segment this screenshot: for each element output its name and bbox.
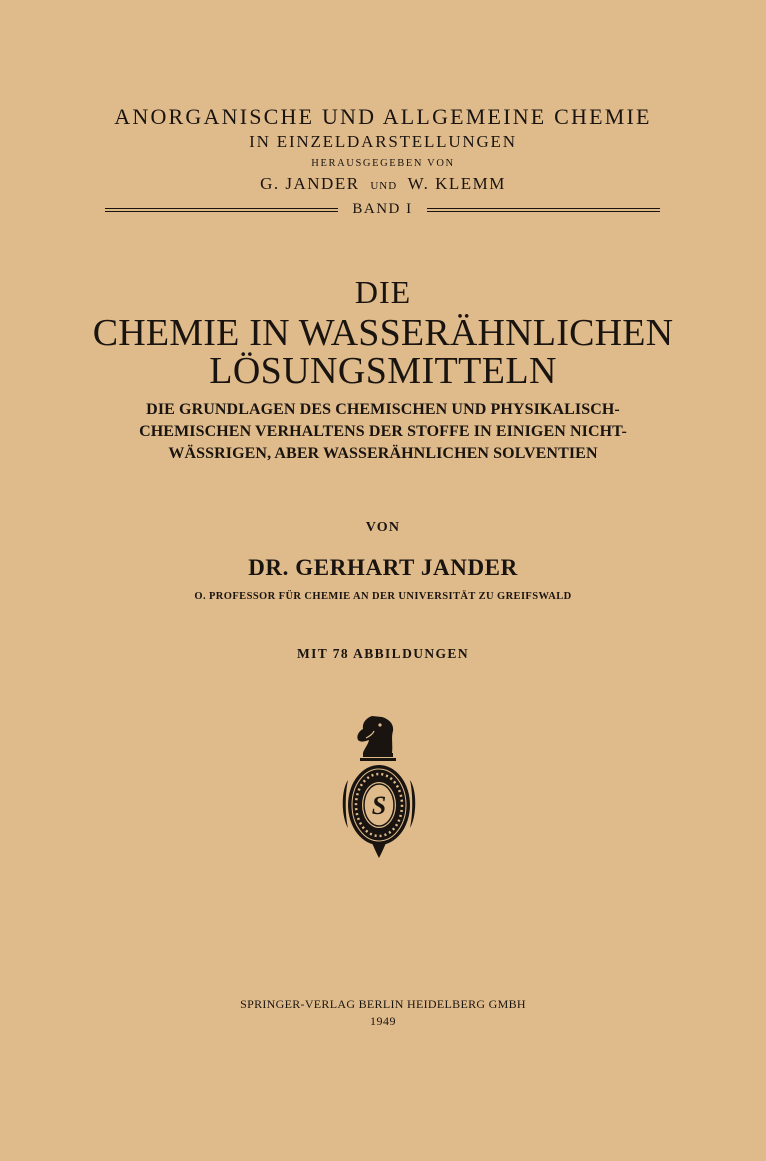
series-title: ANORGANISCHE UND ALLGEMEINE CHEMIE [114, 104, 652, 129]
double-rule-right [427, 208, 660, 212]
book-subtitle-line-3: WÄSSRIGEN, ABER WASSERÄHNLICHEN SOLVENTIEN [168, 445, 598, 462]
series-subtitle: IN EINZELDARSTELLUNGEN [249, 132, 517, 151]
editors-label: HERAUSGEGEBEN VON [311, 158, 455, 169]
author-affiliation: O. PROFESSOR FÜR CHEMIE AN DER UNIVERSITÄT ZU GREIFSWALD [194, 591, 572, 602]
publication-year: 1949 [370, 1014, 396, 1028]
editor-jander: G. JANDER [260, 174, 360, 193]
editors-conjunction: UND [370, 180, 398, 192]
publisher: SPRINGER-VERLAG BERLIN HEIDELBERG GMBH [240, 997, 526, 1011]
logo-monogram: S [371, 791, 387, 820]
editor-klemm: W. KLEMM [407, 174, 506, 193]
volume-rule [105, 201, 660, 220]
editors [0, 174, 766, 194]
book-subtitle-line-2: CHEMISCHEN VERHALTENS DER STOFFE IN EINIGEN NICHT- [139, 423, 627, 440]
illustrations-count: MIT 78 ABBILDUNGEN [297, 646, 469, 661]
book-subtitle-line-1: DIE GRUNDLAGEN DES CHEMISCHEN UND PHYSIKALISCH- [146, 401, 620, 418]
author-name: DR. GERHART JANDER [248, 555, 518, 580]
book-title-line-2: LÖSUNGSMITTELN [209, 350, 557, 392]
by-label: VON [365, 520, 401, 535]
volume-label: BAND I [352, 201, 413, 217]
springer-chess-knight-emblem-icon [336, 712, 422, 862]
book-title-line-1: CHEMIE IN WASSERÄHNLICHEN [92, 312, 674, 354]
book-title-article: DIE [354, 274, 412, 310]
